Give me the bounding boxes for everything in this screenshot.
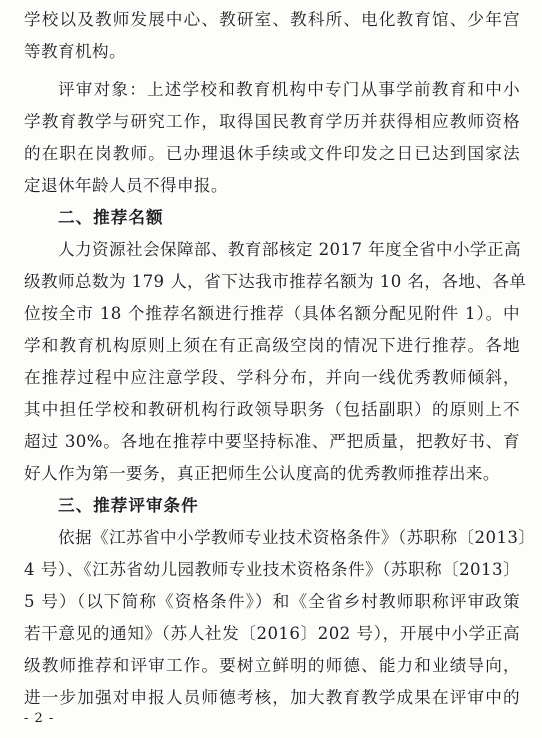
- paragraph-line: 级教师推荐和评审工作。要树立鲜明的师德、能力和业绩导向，: [24, 656, 520, 675]
- paragraph-line: 进一步加强对申报人员师德考核，加大教育教学成果在评审中的: [24, 688, 520, 707]
- page-number: - 2 -: [24, 711, 55, 726]
- paragraph-line: 学教育教学与研究工作，取得国民教育学历并获得相应教师资格: [24, 112, 520, 131]
- paragraph-line: 好人作为第一要务，真正把师生公认度高的优秀教师推荐出来。: [24, 464, 500, 483]
- paragraph-line: 超过 30%。各地在推荐中要坚持标准、严把质量，把教好书、育: [24, 432, 520, 451]
- section-heading: 三、推荐评审条件: [58, 496, 199, 515]
- paragraph-line: 人力资源社会保障部、教育部核定 2017 年度全省中小学正高: [58, 240, 522, 259]
- paragraph-line: 其中担任学校和教研机构行政领导职务（包括副职）的原则上不: [24, 400, 520, 419]
- paragraph-line: 学校以及教师发展中心、教研室、教科所、电化教育馆、少年宫: [24, 10, 520, 29]
- paragraph-line: 5 号）（以下简称《资格条件》）和《全省乡村教师职称评审政策: [24, 592, 520, 611]
- section-heading: 二、推荐名额: [58, 208, 164, 227]
- paragraph-line: 定退休年龄人员不得申报。: [24, 176, 228, 195]
- paragraph-line: 的在职在岗教师。已办理退休手续或文件印发之日已达到国家法: [24, 144, 520, 163]
- paragraph-line: 在推荐过程中应注意学段、学科分布，并向一线优秀教师倾斜，: [24, 368, 520, 387]
- paragraph-line: 等教育机构。: [24, 42, 126, 61]
- paragraph-line: 级教师总数为 179 人，省下达我市推荐名额为 10 名，各地、各单: [24, 272, 527, 291]
- paragraph-line: 位按全市 18 个推荐名额进行推荐（具体名额分配见附件 1）。中: [24, 304, 520, 323]
- paragraph-line: 4 号）、《江苏省幼儿园教师专业技术资格条件》（苏职称〔2013〕: [24, 560, 520, 579]
- paragraph-line: 依据《江苏省中小学教师专业技术资格条件》（苏职称〔2013〕: [58, 528, 536, 547]
- paragraph-line: 若干意见的通知》（苏人社发〔2016〕202 号），开展中小学正高: [24, 624, 520, 643]
- paragraph-line: 评审对象：上述学校和教育机构中专门从事学前教育和中小: [58, 80, 520, 99]
- paragraph-line: 学和教育机构原则上须在有正高级空岗的情况下进行推荐。各地: [24, 336, 520, 355]
